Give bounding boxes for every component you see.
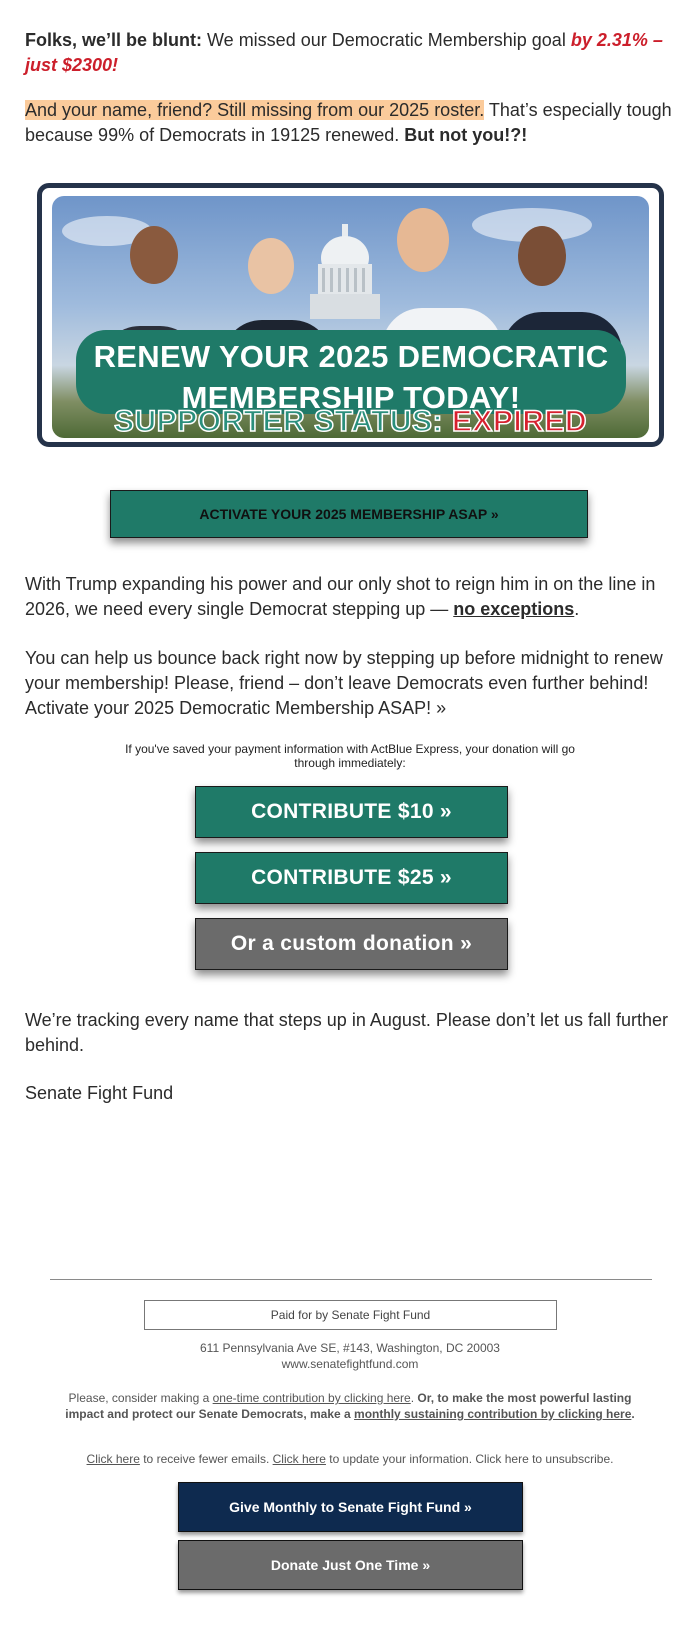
supporter-status xyxy=(52,405,649,438)
hero-image[interactable] xyxy=(52,196,649,438)
consider-end: . xyxy=(631,1407,635,1421)
roster-text: That’s especially tough because 99% of Democrats in 19125 renewed. xyxy=(25,100,672,145)
capitol-dome-icon xyxy=(310,224,380,319)
contribute-25-button[interactable]: CONTRIBUTE $25 » xyxy=(195,852,508,904)
update-info-link[interactable]: Click here xyxy=(272,1452,326,1466)
person-head xyxy=(248,238,294,294)
give-monthly-button[interactable]: Give Monthly to Senate Fight Fund » xyxy=(178,1482,523,1532)
custom-donation-button[interactable]: Or a custom donation » xyxy=(195,918,508,970)
consider-mid: . xyxy=(410,1391,418,1405)
monthly-contribution-link[interactable]: monthly sustaining contribution by clicking here xyxy=(354,1407,632,1421)
status-label: SUPPORTER STATUS: xyxy=(113,405,452,438)
trump-text: With Trump expanding his power and our only shot to reign him in on the line in 2026, we need every single Democrat stepping up — xyxy=(25,574,656,619)
consider-pre: Please, consider making a xyxy=(68,1391,213,1405)
roster-bold: But not you!?! xyxy=(404,125,528,145)
intro-lead-bold: Folks, we’ll be blunt: xyxy=(25,30,203,50)
footer-address: 611 Pennsylvania Ave SE, #143, Washington, DC 20003 xyxy=(200,1341,500,1355)
tracking-paragraph: We’re tracking every name that steps up in August. Please don’t let us fall further behind. xyxy=(25,1010,669,1055)
footer-divider xyxy=(50,1279,652,1280)
bounce-paragraph[interactable]: You can help us bounce back right now by stepping up before midnight to renew your membership! Please, friend – don’t leave Democrats even further behind! Activate your 2025 Democratic Membership ASAP! » xyxy=(25,648,663,718)
hero-banner-line-1: RENEW YOUR 2025 DEMOCRATIC xyxy=(93,339,609,374)
one-time-contribution-link[interactable]: one-time contribution by clicking here xyxy=(212,1391,411,1405)
intro-paragraph xyxy=(25,28,675,78)
signature: Senate Fight Fund xyxy=(25,1083,174,1103)
consider-bold: Or, to make the most powerful lasting impact and protect our Senate Democrats, make a xyxy=(65,1391,632,1421)
activate-membership-button[interactable]: ACTIVATE YOUR 2025 MEMBERSHIP ASAP » xyxy=(110,490,588,538)
person-head xyxy=(518,226,566,286)
donate-one-time-button[interactable]: Donate Just One Time » xyxy=(178,1540,523,1590)
status-value: EXPIRED xyxy=(451,405,588,438)
hero-image-frame[interactable] xyxy=(37,183,664,447)
footer-website[interactable]: www.senatefightfund.com xyxy=(281,1357,419,1371)
person-head xyxy=(130,226,178,284)
intro-lead-text: We missed our Democratic Membership goal xyxy=(202,30,571,50)
update-info-text: to update your information. Click here to unsubscribe. xyxy=(325,1452,614,1466)
footer-email-prefs xyxy=(60,1451,640,1467)
intro-goal-missed: by 2.31% – just $2300! xyxy=(25,30,663,75)
contribute-10-button[interactable]: CONTRIBUTE $10 » xyxy=(195,786,508,838)
fewer-emails-link[interactable]: Click here xyxy=(86,1452,140,1466)
footer-consider-text xyxy=(60,1390,640,1422)
trump-end: . xyxy=(574,599,580,619)
paid-for-box: Paid for by Senate Fight Fund xyxy=(144,1300,557,1330)
no-exceptions-link[interactable]: no exceptions xyxy=(453,599,575,619)
roster-highlight: And your name, friend? Still missing from our 2025 roster. xyxy=(25,100,485,120)
hero-banner-line-2: MEMBERSHIP TODAY! xyxy=(181,380,521,415)
person-head xyxy=(397,208,449,272)
roster-paragraph xyxy=(25,98,675,148)
actblue-express-note: If you've saved your payment information with ActBlue Express, your donation will go through immediately: xyxy=(125,742,575,770)
trump-paragraph xyxy=(25,572,675,622)
fewer-emails-text: to receive fewer emails. xyxy=(139,1452,273,1466)
footer-address-block xyxy=(60,1340,640,1372)
